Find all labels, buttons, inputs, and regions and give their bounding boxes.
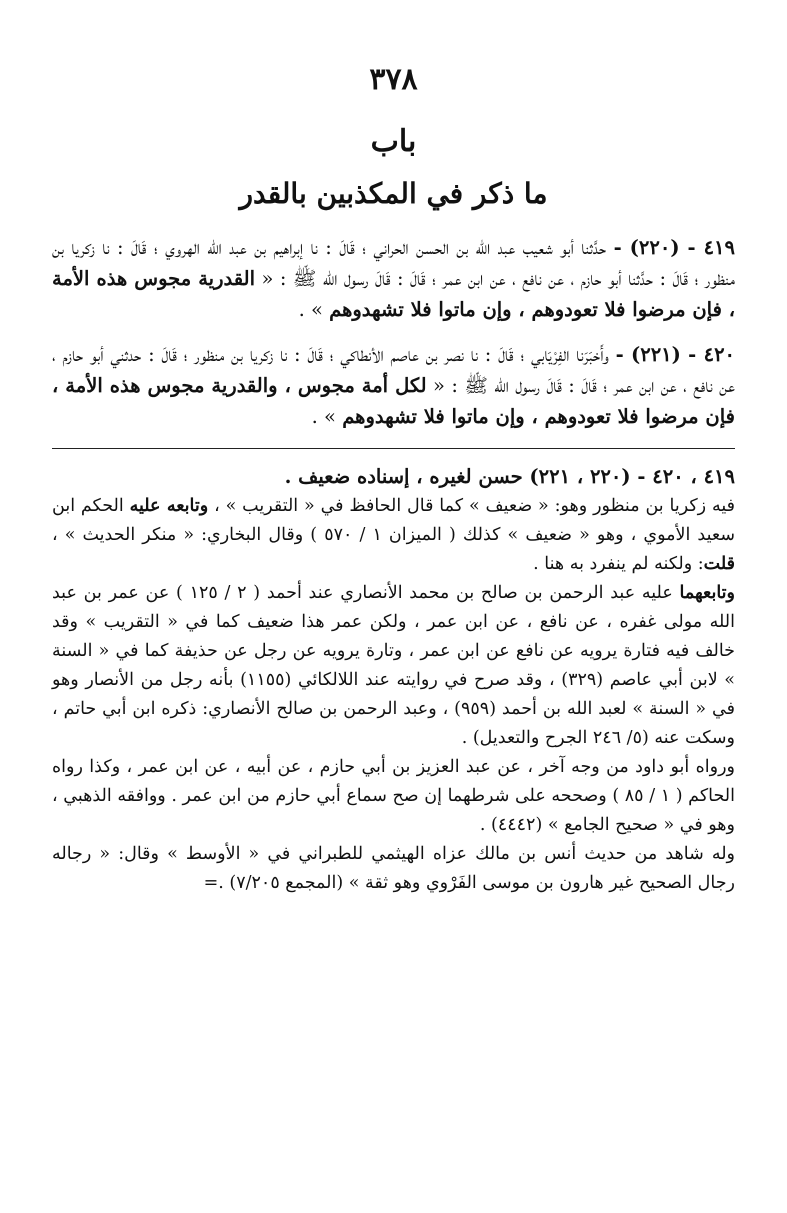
- hadith-420: [52, 339, 735, 432]
- chapter-title: ما ذكر في المكذبين بالقدر: [239, 177, 548, 210]
- hadith-isnad: وأَخبَرَنا الفِرْيَابي ؛ قَالَ : نا نصر بن عاصم الأنطاكي ؛ قَالَ : نا زكريا بن منظور ؛ قَالَ : حدثني أبو حازم ، عن نافع ، عن ابن عمر ؛ قَالَ : قَالَ رسول الله ﷺ : «: [52, 343, 735, 397]
- hadith-closing: » .: [311, 405, 343, 428]
- hadith-matn: القدرية مجوس هذه الأمة ، فإن مرضوا فلا تعودوهم ، وإن ماتوا فلا تشهدوهم: [52, 267, 735, 321]
- hadith-closing: » .: [298, 298, 330, 321]
- chapter-heading: باب: [370, 124, 417, 159]
- footnote-text: عليه عبد الرحمن بن صالح بن محمد الأنصاري عند أحمد ( ٢ / ١٢٥ ) عن عمر بن عبد الله مولى غفره ، عن نافع ، عن ابن عمر ، ولكن عمر هذا ضعيف كما في « التقريب » وقد خالف فيه فتارة يرويه عن نافع عن ابن عمر ، وتارة يرويه عن رجل عن حذيفة كما في « السنة » لابن أبي عاصم (٣٢٩) ، وقد صرح في روايته عند اللالكائي (١١٥٥) بأنه رجل من الأنصار وهو في « السنة » لعبد الله بن أحمد (٩٥٩) ، وعبد الرحمن بن صالح الأنصاري: ذكره ابن أبي حاتم ، وسكت عنه (٥/ ٢٤٦ الجرح والتعديل) .: [52, 583, 735, 748]
- hadith-419: [52, 232, 735, 325]
- footnote-text: الحكم ابن سعيد الأموي ، وهو « ضعيف » كذلك ( الميزان ١ / ٥٧٠ ) وقال البخاري: « منكر الحديث » ،: [52, 496, 735, 545]
- footnote-separator: [52, 448, 735, 449]
- hadith-isnad: حدَّثنا أبو شعيب عبد الله بن الحسن الحراني ؛ قَالَ : نا إبراهيم بن عبد الله الهروي ؛ قَالَ : نا زكريا بن منظور ؛ قَالَ : حدَّثنا أبو حازم ، عن نافع ، عن ابن عمر ؛ قَالَ : قَالَ رسول الله ﷺ : «: [52, 236, 735, 290]
- footnote-bold: وتابعهما: [679, 583, 735, 603]
- footnote-bold: وتابعه عليه: [129, 496, 209, 516]
- footnote-text: : ولكنه لم ينفرد به هنا .: [533, 554, 704, 574]
- book-page: [52, 52, 735, 898]
- footnote-paragraph-2: [52, 579, 735, 753]
- footnote-text: فيه زكريا بن منظور وهو: « ضعيف » كما قال الحافظ في « التقريب » ،: [208, 496, 736, 516]
- hadith-number: ٤١٩ - (٢٢٠) -: [613, 236, 735, 259]
- page-number: ٣٧٨: [369, 62, 418, 97]
- footnote-heading: ٤١٩ ، ٤٢٠ - (٢٢٠ ، ٢٢١) حسن لغيره ، إسناده ضعيف .: [284, 465, 735, 488]
- footnote-paragraph-3: ورواه أبو داود من وجه آخر ، عن عبد العزيز بن أبي حازم ، عن أبيه ، عن ابن عمر ، وكذا رواه الحاكم ( ١ / ٨٥ ) وصححه على شرطهما إن صح سماع أبي حازم من ابن عمر . ووافقه الذهبي ، وهو في « صحيح الجامع » (٤٤٤٢) .: [52, 757, 735, 835]
- footnote-paragraph-1: [52, 492, 735, 579]
- footnote-bold: قلت: [703, 554, 735, 574]
- hadith-matn: لكل أمة مجوس ، والقدرية مجوس هذه الأمة ، فإن مرضوا فلا تعودوهم ، وإن ماتوا فلا تشهدوهم: [52, 374, 735, 428]
- footnote-paragraph-4: وله شاهد من حديث أنس بن مالك عزاه الهيثمي للطبراني في « الأوسط » وقال: « رجاله رجال الصحيح غير هارون بن موسى الفَرْوي وهو ثقة » (المجمع ٧/٢٠٥) .=: [52, 844, 735, 893]
- hadith-number: ٤٢٠ - (٢٢١) -: [615, 343, 736, 366]
